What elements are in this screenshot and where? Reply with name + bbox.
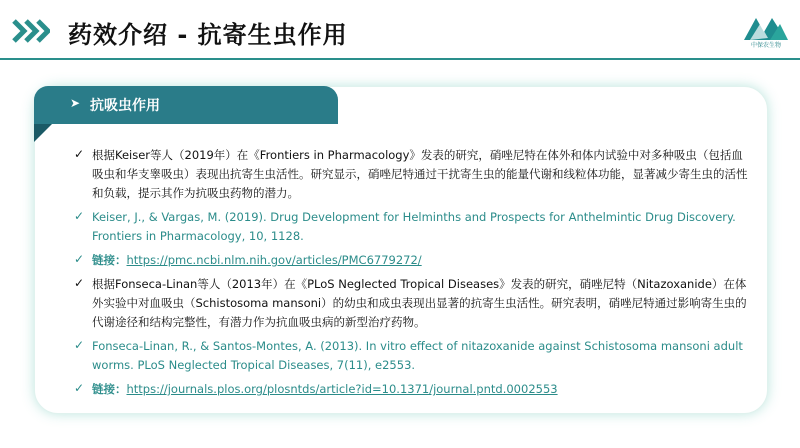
check-icon: ✓ <box>74 209 85 223</box>
reference-citation: Fonseca-Linan, R., & Santos-Montes, A. (2013). In vitro effect of nitazoxanide against Schistosoma mansoni adult worms. PLoS Neglected Tropical Diseases, 7(11), e2553. <box>92 339 743 372</box>
list-item <box>74 275 750 332</box>
page-title: 药效介绍 - 抗寄生虫作用 <box>68 21 348 49</box>
study-summary: 根据Fonseca-Linan等人（2013年）在《PLoS Neglected Tropical Diseases》发表的研究，硝唑尼特（Nitazoxanide）在体外实验中对血吸虫（Schistosoma mansoni）的幼虫和成虫表现出显著的抗寄生虫活性。研究表明，硝唑尼特通过影响寄生虫的代谢途径和结构完整性，有潜力作为抗血吸虫病的新型治疗药物。 <box>92 277 747 329</box>
study-summary: 根据Keiser等人（2019年）在《Frontiers in Pharmacology》发表的研究，硝唑尼特在体外和体内试验中对多种吸虫（包括血吸虫和华支睾吸虫）表现出抗寄生虫活性。研究显示，硝唑尼特通过干扰寄生虫的能量代谢和线粒体功能，显著减少寄生虫的活性和负载，提示其作为抗吸虫药物的潜力。 <box>92 148 748 200</box>
list-item <box>74 380 750 399</box>
check-icon: ✓ <box>74 381 85 395</box>
triangle-right-icon: ➤ <box>70 96 81 110</box>
check-icon: ✓ <box>74 147 85 161</box>
logo-text: 中保农生物 <box>750 42 781 49</box>
section-title: 抗吸虫作用 <box>90 98 160 114</box>
header-divider <box>0 58 800 60</box>
check-icon: ✓ <box>74 276 85 290</box>
list-item <box>74 251 750 270</box>
link-label: 链接： <box>92 253 127 267</box>
link-label: 链接： <box>92 382 127 396</box>
double-chevron-right-icon <box>12 19 50 43</box>
check-icon: ✓ <box>74 338 85 352</box>
reference-link[interactable]: https://pmc.ncbi.nlm.nih.gov/articles/PMC6779272/ <box>126 253 422 267</box>
reference-citation: Keiser, J., & Vargas, M. (2019). Drug Development for Helminths and Prospects for Anthelmintic Drug Discovery. Frontiers in Pharmacology, 10, 1128. <box>92 210 736 243</box>
tab-fold <box>34 124 52 142</box>
list-item <box>74 208 750 246</box>
list-item <box>74 146 750 203</box>
reference-link[interactable]: https://journals.plos.org/plosntds/article?id=10.1371/journal.pntd.0002553 <box>126 382 558 396</box>
content-list <box>74 146 750 404</box>
check-icon: ✓ <box>74 252 85 266</box>
list-item <box>74 337 750 375</box>
